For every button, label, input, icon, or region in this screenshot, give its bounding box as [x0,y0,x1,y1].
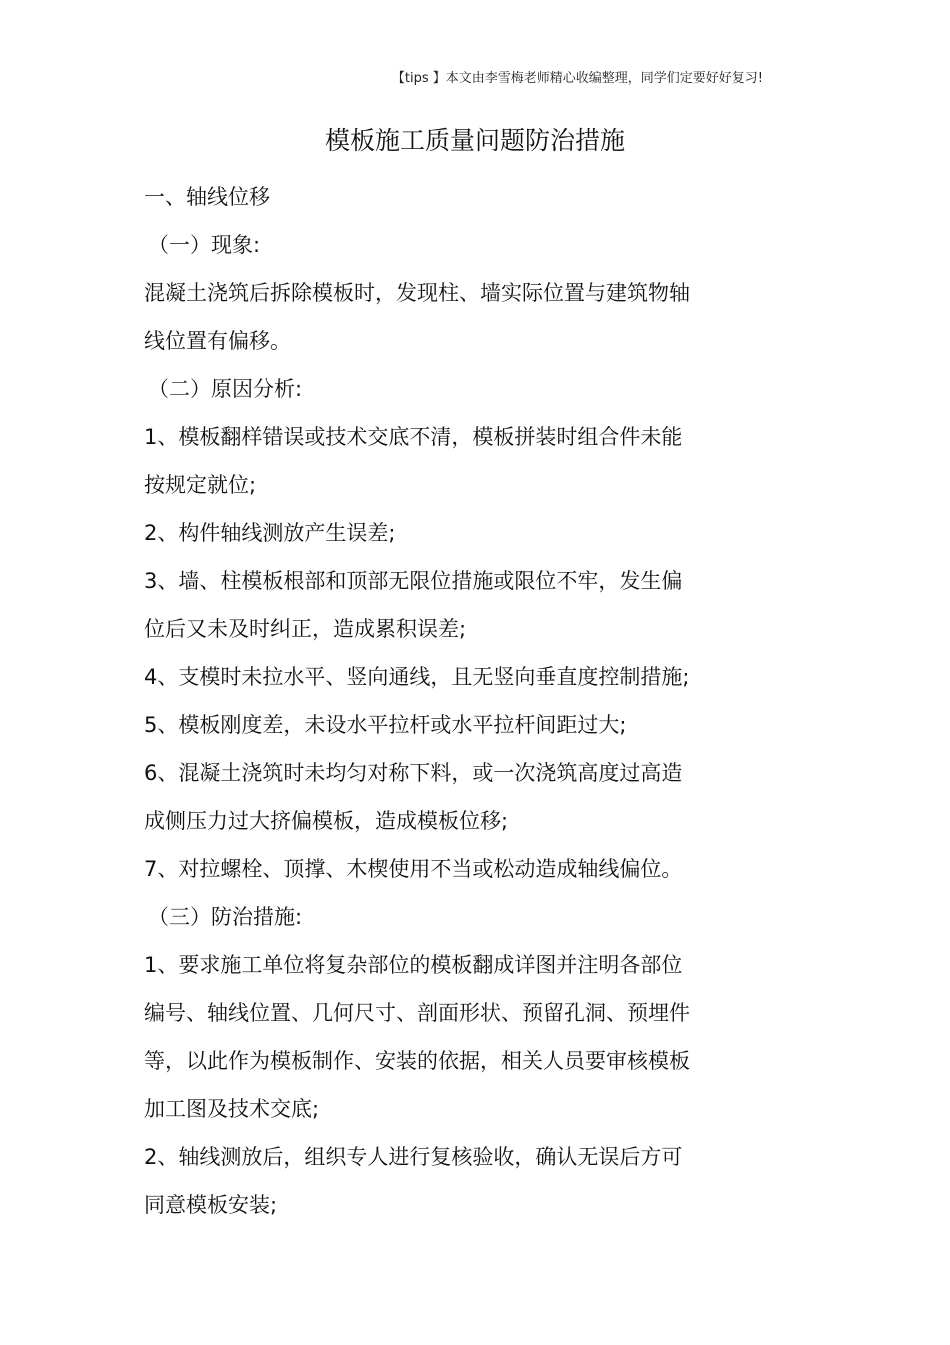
list-item-line: 1、模板翻样错误或技术交底不清，模板拼装时组合件未能 [144,425,683,449]
list-item-line: 1、要求施工单位将复杂部位的模板翻成详图并注明各部位 [144,953,683,977]
list-item-line: 同意模板安装; [144,1193,278,1217]
list-item-line: 4、支模时未拉水平、竖向通线，且无竖向垂直度控制措施; [144,665,690,689]
list-item-line: 2、构件轴线测放产生误差; [144,521,396,545]
header-tips: 【tips 】本文由李雪梅老师精心收编整理，同学们定要好好复习! [391,71,763,86]
subsection-heading: （二）原因分析: [148,377,303,401]
list-item-line: 6、混凝土浇筑时未均匀对称下料，或一次浇筑高度过高造 [144,761,683,785]
paragraph-line: 线位置有偏移。 [144,329,291,353]
paragraph-line: 混凝土浇筑后拆除模板时，发现柱、墙实际位置与建筑物轴 [144,281,690,305]
list-item-line: 2、轴线测放后，组织专人进行复核验收，确认无误后方可 [144,1145,683,1169]
list-item-line: 加工图及技术交底; [144,1097,320,1121]
document-body [144,178,784,1234]
subsection-heading: （三）防治措施: [148,905,303,929]
list-item-line: 7、对拉螺栓、顶撑、木楔使用不当或松动造成轴线偏位。 [144,857,683,881]
list-item-line: 编号、轴线位置、几何尺寸、剖面形状、预留孔洞、预埋件 [144,1001,690,1025]
document-title: 模板施工质量问题防治措施 [324,126,625,155]
list-item-line: 成侧压力过大挤偏模板，造成模板位移; [144,809,509,833]
subsection-heading: （一）现象: [148,233,261,257]
list-item-line: 3、墙、柱模板根部和顶部无限位措施或限位不牢，发生偏 [144,569,683,593]
list-item-line: 位后又未及时纠正，造成累积误差; [144,617,467,641]
list-item-line: 5、模板刚度差，未设水平拉杆或水平拉杆间距过大; [144,713,627,737]
section-heading: 一、轴线位移 [144,185,270,209]
list-item-line: 按规定就位; [144,473,257,497]
list-item-line: 等，以此作为模板制作、安装的依据，相关人员要审核模板 [144,1049,690,1073]
